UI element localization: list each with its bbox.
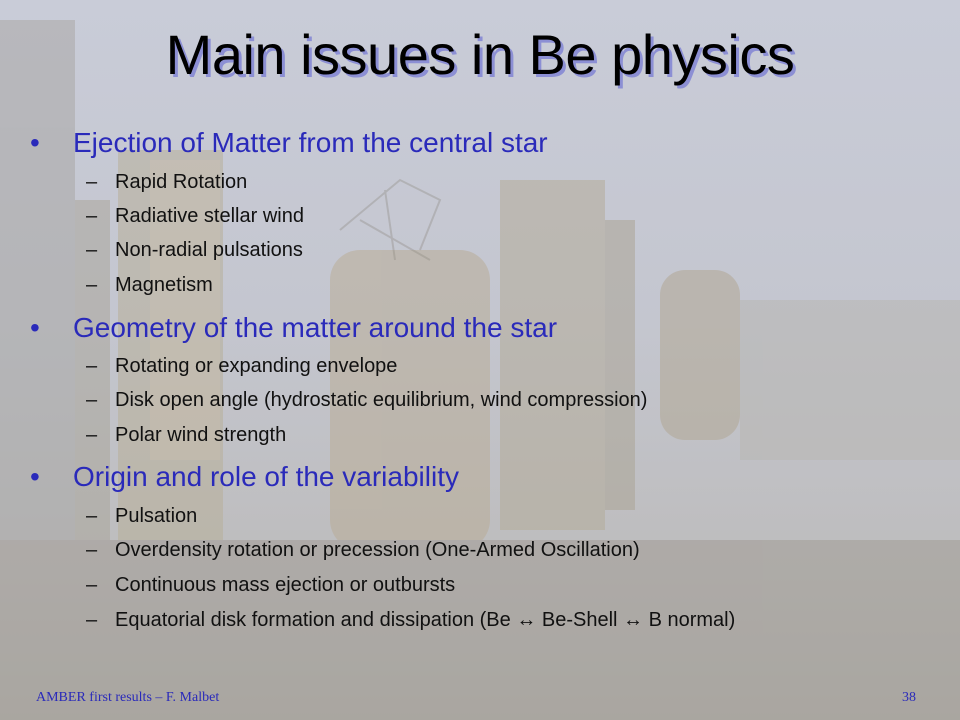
page-number: 38	[902, 690, 916, 705]
dash-marker: –	[86, 355, 98, 377]
footer-credit: AMBER first results – F. Malbet	[36, 690, 220, 705]
dash-marker: –	[86, 205, 98, 227]
sub-item-text: Rapid Rotation	[115, 171, 248, 193]
sub-item-text: Overdensity rotation or precession (One-Armed Oscillation)	[115, 539, 640, 561]
dash-marker: –	[86, 171, 98, 193]
bullet-dot: •	[30, 127, 40, 158]
slide-title: Main issues in Be physics	[165, 23, 795, 86]
sub-item-text: Polar wind strength	[115, 424, 287, 446]
dash-marker: –	[86, 424, 98, 446]
dash-marker: –	[86, 389, 98, 411]
sub-item-text: Disk open angle (hydrostatic equilibrium, wind compression)	[115, 389, 648, 411]
dash-marker: –	[86, 274, 98, 296]
sub-item-text: Magnetism	[115, 274, 213, 296]
dash-marker: –	[86, 539, 98, 561]
sub-item-text: Non-radial pulsations	[115, 239, 303, 261]
section-heading: Ejection of Matter from the central star	[73, 127, 548, 158]
section-heading: Geometry of the matter around the star	[73, 312, 558, 343]
sub-item-text: Rotating or expanding envelope	[115, 355, 398, 377]
section-heading: Origin and role of the variability	[73, 461, 459, 492]
sub-item-text: Continuous mass ejection or outbursts	[115, 574, 456, 596]
sub-item-text: Radiative stellar wind	[115, 205, 304, 227]
dash-marker: –	[86, 239, 98, 261]
bullet-dot: •	[30, 312, 40, 343]
dash-marker: –	[86, 609, 98, 631]
sub-item-text: Pulsation	[115, 505, 198, 527]
sub-item-text: Equatorial disk formation and dissipation (Be ↔ Be-Shell ↔ B normal)	[115, 609, 736, 631]
dash-marker: –	[86, 505, 98, 527]
bullet-dot: •	[30, 461, 40, 492]
dash-marker: –	[86, 574, 98, 596]
